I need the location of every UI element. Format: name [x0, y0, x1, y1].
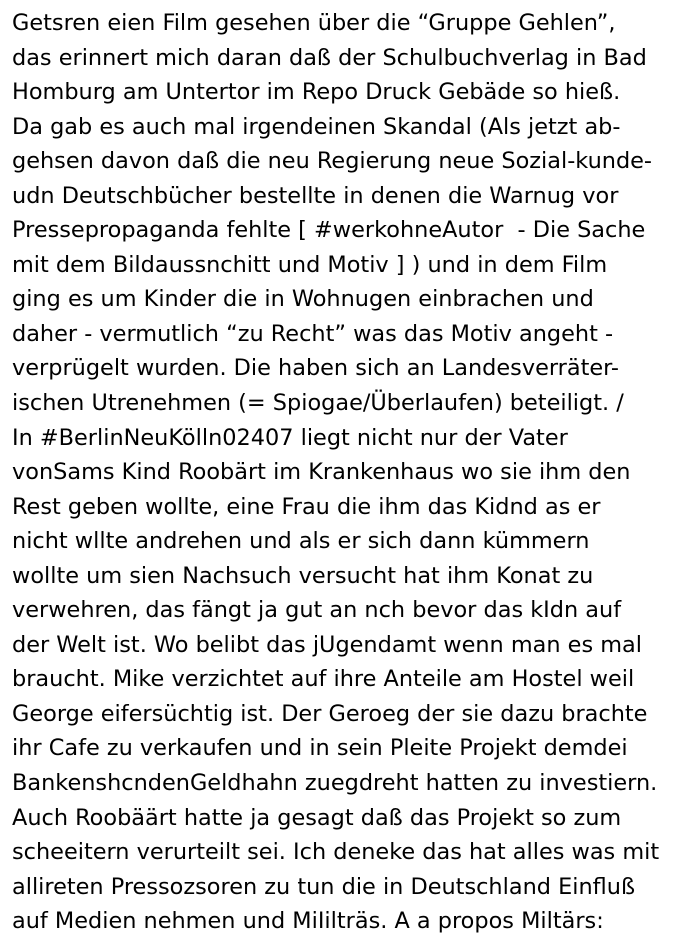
- text-line: scheeitern verurteilt sei. Ich deneke das hat alles was mit: [12, 839, 660, 866]
- text-line: verwehren, das fängt ja gut an nch bevor das kIdn auf: [12, 597, 622, 624]
- text-line: allireten Pressozsoren zu tun die in Deutschland Einfluß: [12, 873, 636, 900]
- text-line: nicht wllte andrehen und als er sich dann kümmern: [12, 528, 590, 555]
- document-page: [12, 6, 680, 939]
- text-line: verprügelt wurden. Die haben sich an Landesverräter-: [12, 355, 619, 382]
- text-line: der Welt ist. Wo belibt das jUgendamt wenn man es mal: [12, 631, 642, 658]
- text-line: Da gab es auch mal irgendeinen Skandal (Als jetzt ab-: [12, 113, 621, 140]
- text-line: Pressepropaganda fehlte [ #werkohneAutor - Die Sache: [12, 217, 646, 244]
- text-line: Getsren eien Film gesehen über die “Gruppe Gehlen”,: [12, 10, 616, 36]
- text-line: auf Medien nehmen und MiIilträs. A a propos Miltärs:: [12, 908, 604, 935]
- text-line: ging es um Kinder die in Wohnugen einbrachen und: [12, 286, 594, 313]
- text-line: George eifersüchtig ist. Der Geroeg der sie dazu brachte: [12, 700, 648, 727]
- text-line: In #BerlinNeuKölln02407 liegt nicht nur der Vater: [12, 424, 568, 451]
- text-line: braucht. Mike verzichtet auf ihre Anteile am Hostel weil: [12, 666, 635, 693]
- text-line: ihr Cafe zu verkaufen und in sein Pleite Projekt demdei: [12, 735, 628, 762]
- text-line: ischen Utrenehmen (= Spiogae/Überlaufen) beteiligt. /: [12, 390, 624, 417]
- text-line: Homburg am Untertor im Repo Druck Gebäde so hieß.: [12, 79, 621, 106]
- text-line: vonSams Kind Roobärt im Krankenhaus wo sie ihm den: [12, 459, 631, 486]
- text-line: daher - vermutlich “zu Recht” was das Motiv angeht -: [12, 320, 614, 347]
- text-line: mit dem Bildaussnchitt und Motiv ] ) und in dem Film: [12, 251, 608, 278]
- text-line: gehsen davon daß die neu Regierung neue Sozial-kunde-: [12, 148, 653, 175]
- text-line: wollte um sien Nachsuch versucht hat ihm Konat zu: [12, 562, 594, 589]
- text-line: das erinnert mich daran daß der Schulbuchverlag in Bad: [12, 44, 647, 71]
- text-line: Auch Roobäärt hatte ja gesagt daß das Projekt so zum: [12, 804, 622, 831]
- text-line: Rest geben wollte, eine Frau die ihm das Kidnd as er: [12, 493, 601, 520]
- text-line: BankenshcndenGeldhahn zuegdreht hatten zu investiern.: [12, 770, 658, 797]
- text-line: udn Deutschbücher bestellte in denen die Warnug vor: [12, 182, 619, 209]
